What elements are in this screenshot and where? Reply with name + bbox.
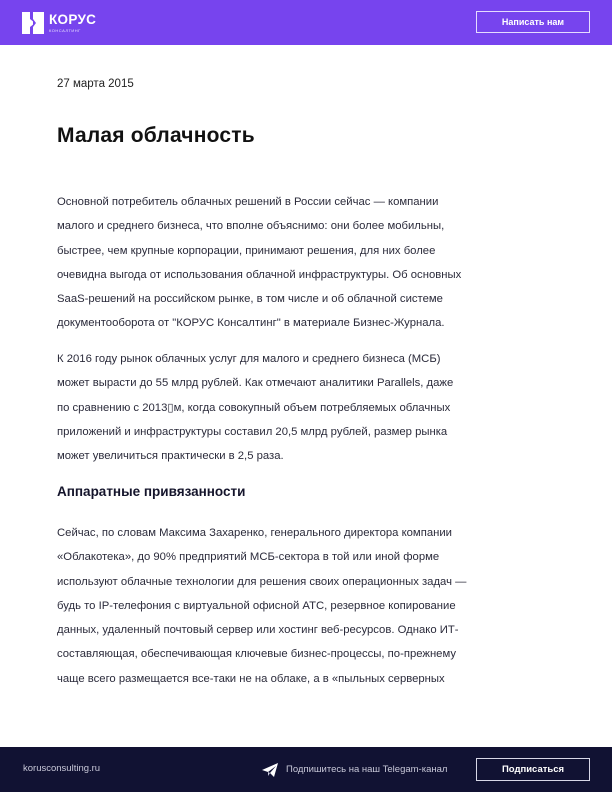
korus-logo-icon bbox=[22, 12, 44, 34]
text-line: К 2016 году рынок облачных услуг для малого и среднего бизнеса (МСБ) bbox=[57, 353, 441, 365]
logo-subtitle: КОНСАЛТИНГ bbox=[49, 27, 81, 33]
article-paragraph-2 bbox=[57, 347, 557, 468]
text-line: составляющая, обеспечивающая ключевые бизнес-процессы, по-прежнему bbox=[57, 648, 457, 661]
site-header bbox=[0, 0, 612, 45]
text-line: данных, удаленный почтовый сервер или хостинг веб-ресурсов. Однако ИТ- bbox=[57, 624, 459, 637]
text-line: приложений и инфраструктуры составил 20,5 млрд рублей, размер рынка bbox=[57, 425, 448, 438]
telegram-plane-icon[interactable] bbox=[262, 763, 278, 777]
subscribe-button[interactable]: Подписаться bbox=[476, 758, 590, 781]
text-line: SaaS-решений на российском рынке, в том числе и об облачной системе bbox=[57, 293, 443, 306]
text-line: документооборота от "КОРУС Консалтинг" в материале Бизнес-Журнала. bbox=[57, 317, 445, 330]
article-title: Малая облачность bbox=[57, 124, 255, 147]
logo-name: КОРУС bbox=[49, 11, 97, 27]
korus-logo[interactable] bbox=[22, 11, 96, 34]
text-line: Основной потребитель облачных решений в России сейчас — компании bbox=[57, 196, 439, 208]
text-line: быстрее, чем крупные корпорации, принимают решения, для них более bbox=[57, 244, 436, 257]
text-line: чаще всего размещается все-таки не на облаке, а в «пыльных серверных bbox=[57, 672, 445, 685]
site-footer bbox=[0, 747, 612, 792]
text-line: «Облакотека», до 90% предприятий МСБ-сектора в той или иной форме bbox=[57, 551, 440, 564]
text-line: очевидна выгода от использования облачной инфраструктуры. Об основных bbox=[57, 268, 462, 281]
article-subheading: Аппаратные привязанности bbox=[57, 484, 246, 499]
text-line: малого и среднего бизнеса, что вполне объяснимо: они более мобильны, bbox=[57, 220, 445, 233]
article-date: 27 марта 2015 bbox=[57, 78, 134, 90]
text-line: будь то IP-телефония с виртуальной офисной АТС, резервное копирование bbox=[57, 599, 456, 612]
site-link[interactable]: korusconsulting.ru bbox=[23, 763, 101, 774]
text-line: Сейчас, по словам Максима Захаренко, генерального директора компании bbox=[57, 527, 452, 539]
text-line: используют облачные технологии для решения своих операционных задач — bbox=[57, 575, 467, 588]
write-to-us-button[interactable]: Написать нам bbox=[476, 11, 590, 33]
article-paragraph-1 bbox=[57, 190, 557, 336]
text-line: может вырасти до 55 млрд рублей. Как отмечают аналитики Parallels, даже bbox=[57, 377, 454, 390]
text-line: по сравнению с 2013▯м, когда совокупный объем потребляемых облачных bbox=[57, 401, 451, 414]
text-line: может увеличиться практически в 2,5 раза. bbox=[57, 450, 284, 463]
telegram-subscribe-text[interactable]: Подпишитесь на наш Telegam-канал bbox=[286, 764, 448, 775]
article-paragraph-3 bbox=[57, 521, 557, 691]
